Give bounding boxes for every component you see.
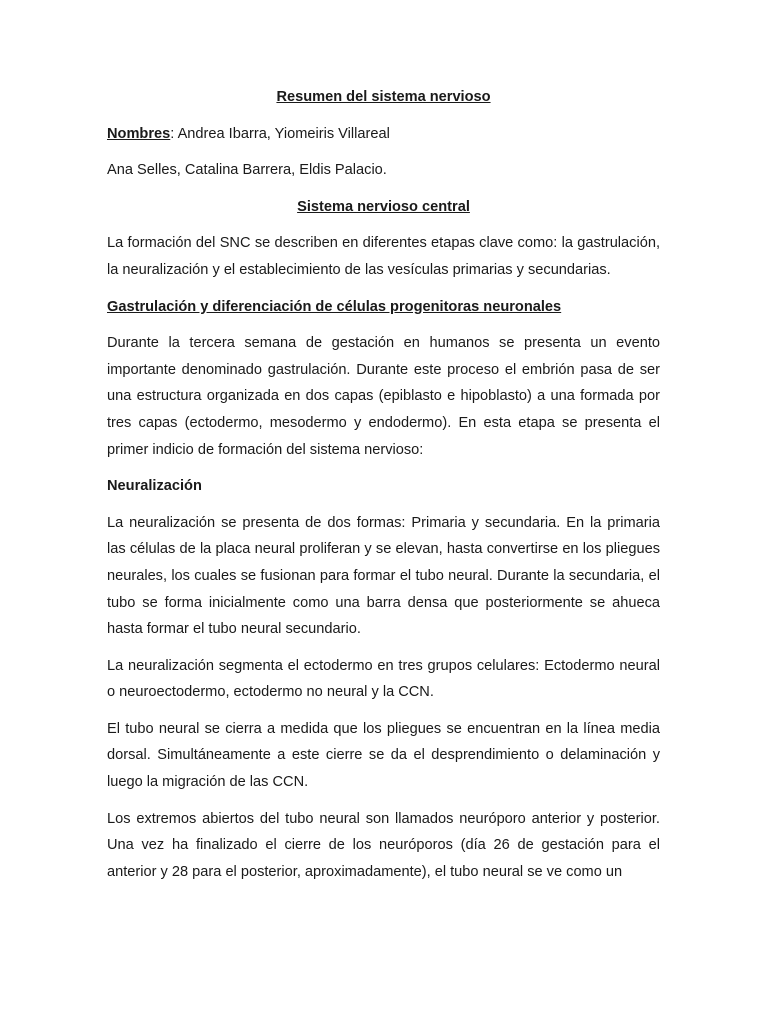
names-list-2: Ana Selles, Catalina Barrera, Eldis Palacio. (107, 162, 387, 179)
paragraph-neuralizacion-1: La neuralización se presenta de dos formas: Primaria y secundaria. En la primaria las células de la placa neural proliferan y se elevan, hasta convertirse en los pliegues neurales, los cuales se fusionan para formar el tubo neural. Durante la secundaria, el tubo se forma inicialmente como una barra densa que posteriormente se ahueca hasta formar el tubo neural secundario. (107, 514, 660, 638)
paragraph-neuralizacion-3: El tubo neural se cierra a medida que los pliegues se encuentran en la línea media dorsal. Simultáneamente a este cierre se da el desprendimiento o delaminación y luego la migración de las CCN. (107, 720, 660, 791)
names-list-1: : Andrea Ibarra, Yiomeiris Villareal (170, 125, 390, 142)
names-line (107, 121, 660, 148)
section-title-gastrulacion: Gastrulación y diferenciación de células progenitoras neuronales (107, 298, 562, 315)
document-body (107, 84, 660, 895)
section-title-neuralizacion: Neuralización (107, 478, 202, 495)
paragraph-gastrulacion: Durante la tercera semana de gestación en humanos se presenta un evento importante denominado gastrulación. Durante este proceso el embrión pasa de ser una estructura organizada en dos capas (epiblasto e hipoblasto) a una formada por tres capas (ectodermo, mesodermo y endodermo). En esta etapa se presenta el primer indicio de formación del sistema nervioso: (107, 335, 660, 458)
paragraph-snc: La formación del SNC se describen en diferentes etapas clave como: la gastrulación, la neuralización y el establecimiento de las vesículas primarias y secundarias. (107, 235, 660, 278)
document-title: Resumen del sistema nervioso (276, 89, 491, 105)
section-title-snc: Sistema nervioso central (297, 198, 470, 215)
paragraph-neuralizacion-4: Los extremos abiertos del tubo neural son llamados neuróporo anterior y posterior. Una vez ha finalizado el cierre de los neuróporos (día 26 de gestación para el anterior y 28 para el posterior, aproximadamente), el tubo neural se ve como un (107, 810, 660, 880)
names-label: Nombres (107, 125, 171, 142)
paragraph-neuralizacion-2: La neuralización segmenta el ectodermo en tres grupos celulares: Ectodermo neural o neuroectodermo, ectodermo no neural y la CCN. (107, 657, 660, 701)
